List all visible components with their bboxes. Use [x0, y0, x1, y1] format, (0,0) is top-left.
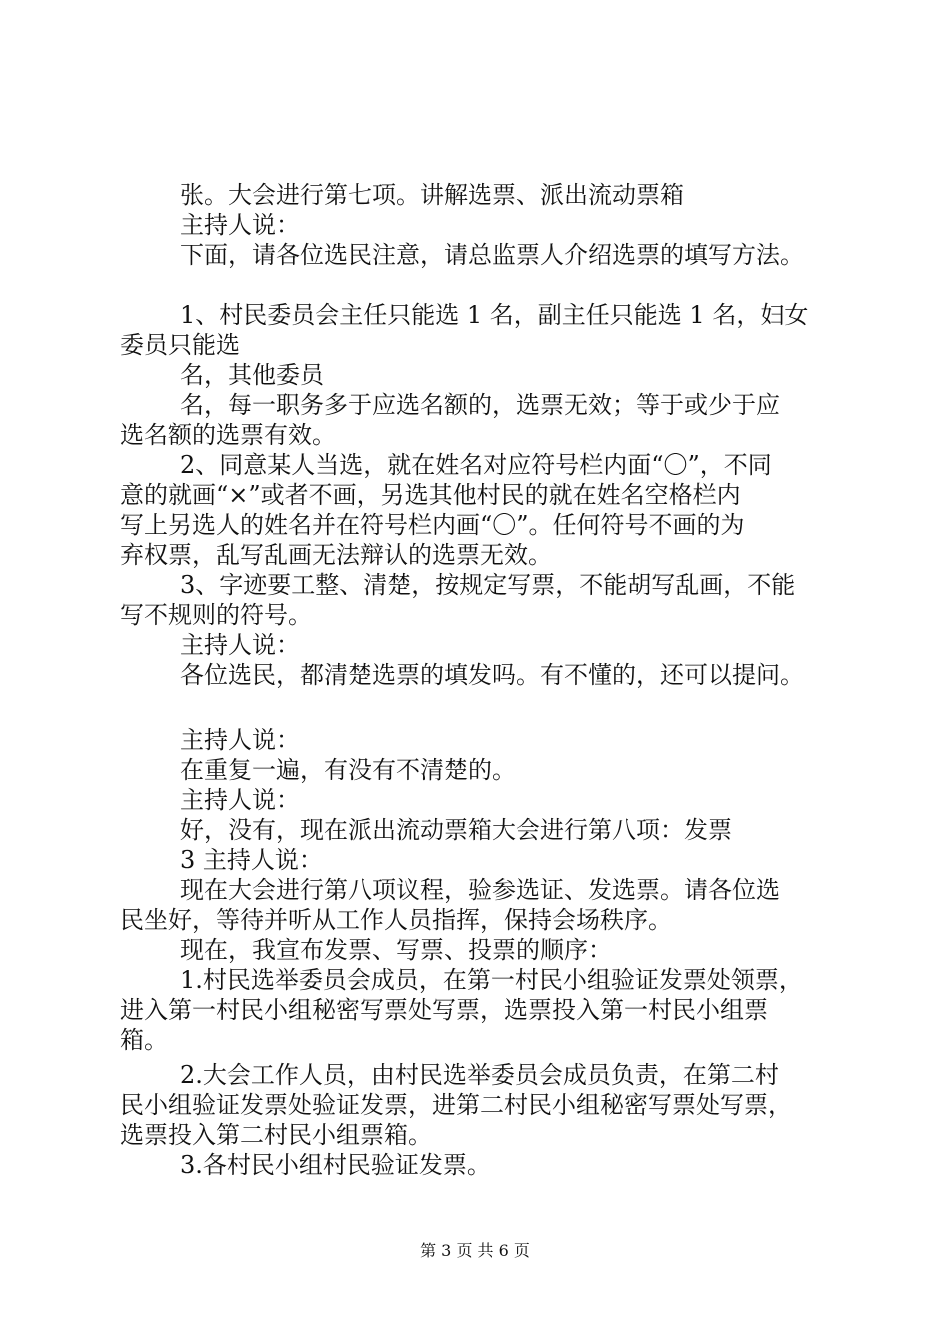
- text-line: 1、村民委员会主任只能选 1 名，副主任只能选 1 名，妇女: [180, 301, 809, 329]
- page-footer: [0, 1240, 950, 1262]
- text-line: 下面，请各位选民注意，请总监票人介绍选票的填写方法。: [180, 241, 804, 269]
- text-line: 弃权票，乱写乱画无法辩认的选票无效。: [120, 541, 552, 569]
- text-line: 1.村民选举委员会成员，在第一村民小组验证发票处领票，: [180, 966, 803, 994]
- text-line: 民小组验证发票处验证发票，进第二村民小组秘密写票处写票，: [120, 1091, 792, 1119]
- text-line: 主持人说：: [180, 786, 300, 814]
- text-line: 进入第一村民小组秘密写票处写票，选票投入第一村民小组票: [120, 996, 768, 1024]
- text-line: 委员只能选: [120, 331, 240, 359]
- text-line: 箱。: [120, 1026, 168, 1054]
- text-line: 张。大会进行第七项。讲解选票、派出流动票箱: [180, 181, 684, 209]
- text-line: 名，其他委员: [180, 361, 324, 389]
- text-line: 3、字迹要工整、清楚，按规定写票，不能胡写乱画，不能: [180, 571, 796, 599]
- text-line: 在重复一遍，有没有不清楚的。: [180, 756, 516, 784]
- text-line: 选票投入第二村民小组票箱。: [120, 1121, 432, 1149]
- text-line: 民坐好，等待并听从工作人员指挥，保持会场秩序。: [120, 906, 672, 934]
- text-line: 主持人说：: [180, 211, 300, 239]
- text-line: 意的就画“×”或者不画，另选其他村民的就在姓名空格栏内: [120, 481, 741, 509]
- page-number: 第 3 页 共 6 页: [420, 1241, 530, 1260]
- text-line: 3.各村民小组村民验证发票。: [180, 1151, 491, 1179]
- text-line: 写不规则的符号。: [120, 601, 312, 629]
- text-line: 好，没有，现在派出流动票箱大会进行第八项：发票: [180, 816, 732, 844]
- text-line: 选名额的选票有效。: [120, 421, 336, 449]
- text-line: 3 主持人说：: [180, 846, 323, 874]
- text-line: 现在大会进行第八项议程，验参选证、发选票。请各位选: [180, 876, 780, 904]
- text-line: 主持人说：: [180, 631, 300, 659]
- text-line: 主持人说：: [180, 726, 300, 754]
- text-line: 写上另选人的姓名并在符号栏内画“〇”。任何符号不画的为: [120, 511, 745, 539]
- text-line: 各位选民，都清楚选票的填发吗。有不懂的，还可以提问。: [180, 661, 804, 689]
- text-line: 2、同意某人当选，就在姓名对应符号栏内面“〇”，不同: [180, 451, 772, 479]
- text-line: 名，每一职务多于应选名额的，选票无效；等于或少于应: [180, 391, 780, 419]
- text-line: 现在，我宣布发票、写票、投票的顺序：: [180, 936, 612, 964]
- text-line: 2.大会工作人员，由村民选举委员会成员负责，在第二村: [180, 1061, 779, 1089]
